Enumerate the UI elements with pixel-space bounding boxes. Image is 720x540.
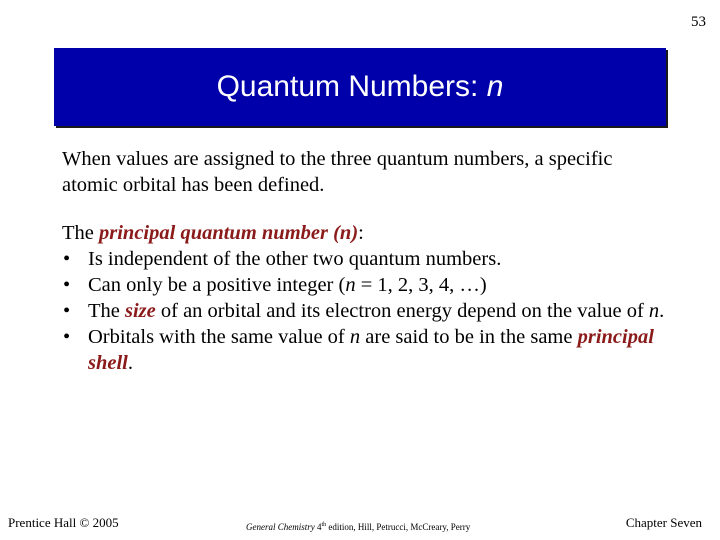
bullet-shell-post: . <box>127 352 133 374</box>
bullet-size-var: n <box>648 300 660 322</box>
footer-citation <box>246 522 470 532</box>
principal-heading <box>62 220 672 246</box>
footer-edition-suffix: th <box>321 522 327 528</box>
footer-chapter: Chapter Seven <box>625 515 702 530</box>
bullet-positive-integer-pre: Can only be a positive integer ( <box>88 274 346 296</box>
footer-publisher: Prentice Hall © 2005 <box>8 515 119 530</box>
title-bar <box>54 48 666 126</box>
bullet-size-mid: of an orbital and its electron energy depend on the value of <box>155 300 649 322</box>
bullet-size-post: . <box>659 300 665 322</box>
bullet-shell-term: principal shell <box>88 326 654 374</box>
intro-paragraph: When values are assigned to the three quantum numbers, a specific atomic orbital has been defined. <box>62 148 613 196</box>
bullet-positive-integer-var: n <box>345 274 356 296</box>
bullet-positive-integer <box>62 272 672 298</box>
bullet-shell-var: n <box>349 326 361 348</box>
bullet-shell-pre: Orbitals with the same value of <box>88 326 350 348</box>
slide-content <box>62 146 672 376</box>
bullet-size-energy <box>62 298 672 324</box>
bullet-independent-text: Is independent of the other two quantum numbers. <box>88 248 502 270</box>
bullet-principal-shell <box>62 324 672 376</box>
bullet-independent <box>62 246 672 272</box>
footer-edition-number: 4 <box>317 522 322 532</box>
principal-colon: : <box>358 222 364 244</box>
bullet-size-pre: The <box>88 300 125 322</box>
principal-lead: The <box>62 222 99 244</box>
slide-title-prefix: Quantum Numbers: <box>216 70 487 103</box>
slide-title-variable: n <box>486 70 504 103</box>
slide-title <box>217 70 504 104</box>
footer-book-title: General Chemistry <box>246 522 315 532</box>
principal-term: principal quantum number (n) <box>99 222 359 244</box>
bullet-positive-integer-post: = 1, 2, 3, 4, …) <box>355 274 487 296</box>
bullet-shell-mid: are said to be in the same <box>360 326 578 348</box>
page-number: 53 <box>691 14 706 30</box>
bullet-list <box>62 246 672 376</box>
bullet-size-term: size <box>125 300 156 322</box>
footer-authors: edition, Hill, Petrucci, McCreary, Perry <box>326 522 471 532</box>
